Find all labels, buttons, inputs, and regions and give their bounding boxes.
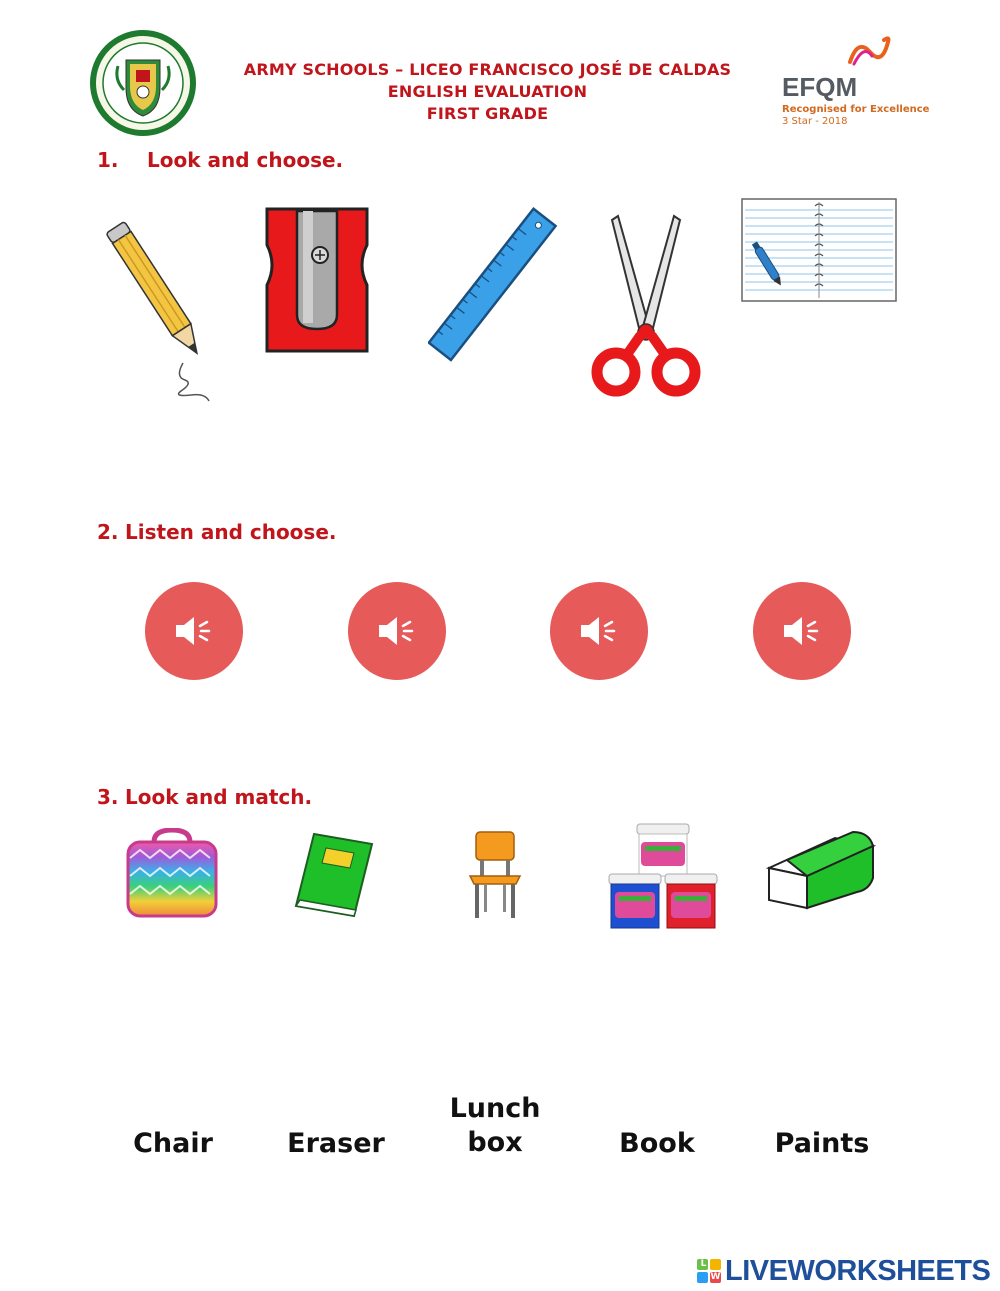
word-book[interactable]: Book bbox=[619, 1128, 695, 1159]
section3-label: Look and match. bbox=[125, 785, 313, 809]
scissors-icon bbox=[588, 212, 703, 397]
header-grade: FIRST GRADE bbox=[426, 104, 549, 123]
speaker-icon bbox=[782, 614, 822, 648]
header-school-name: ARMY SCHOOLS – LICEO FRANCISCO JOSÉ DE CALDAS bbox=[243, 60, 732, 79]
scissors-item[interactable] bbox=[588, 212, 703, 397]
section1-number: 1. bbox=[97, 148, 119, 172]
section1-title bbox=[97, 148, 343, 172]
word-lunch-box[interactable] bbox=[435, 1092, 555, 1160]
logo-letter-w: W bbox=[710, 1272, 721, 1282]
audio-button-2[interactable] bbox=[348, 582, 446, 680]
ruler-item[interactable] bbox=[428, 205, 558, 365]
word-eraser[interactable]: Eraser bbox=[287, 1128, 385, 1159]
section3-title bbox=[97, 785, 312, 809]
efqm-tagline: Recognised for Excellence bbox=[782, 104, 930, 115]
eraser-icon bbox=[765, 828, 877, 912]
speaker-icon bbox=[377, 614, 417, 648]
efqm-star: 3 Star - 2018 bbox=[782, 116, 848, 127]
speaker-icon bbox=[579, 614, 619, 648]
audio-button-3[interactable] bbox=[550, 582, 648, 680]
section2-label: Listen and choose. bbox=[125, 520, 337, 544]
section3-number: 3. bbox=[97, 785, 119, 809]
paints-icon bbox=[605, 822, 721, 932]
efqm-loop-icon bbox=[844, 34, 894, 70]
book-icon bbox=[292, 830, 376, 920]
chair-image[interactable] bbox=[466, 828, 524, 920]
ruler-icon bbox=[428, 205, 558, 365]
header-evaluation: ENGLISH EVALUATION bbox=[387, 82, 588, 101]
notebook-icon bbox=[741, 198, 897, 302]
book-image[interactable] bbox=[292, 830, 376, 920]
pencil-item[interactable] bbox=[95, 215, 220, 405]
sharpener-icon bbox=[263, 205, 371, 355]
logo-letter-l: L bbox=[700, 1259, 707, 1269]
word-lunch-box-line2: box bbox=[467, 1127, 523, 1158]
word-chair[interactable]: Chair bbox=[133, 1128, 213, 1159]
speaker-icon bbox=[174, 614, 214, 648]
word-paints[interactable]: Paints bbox=[774, 1128, 870, 1159]
section1-label: Look and choose. bbox=[147, 148, 344, 172]
section2-number: 2. bbox=[97, 520, 119, 544]
sharpener-item[interactable] bbox=[263, 205, 371, 355]
eraser-image[interactable] bbox=[765, 828, 877, 912]
lunch-box-icon bbox=[124, 828, 220, 920]
pencil-icon bbox=[95, 215, 220, 405]
notebook-item[interactable] bbox=[741, 198, 897, 302]
word-lunch-box-line1: Lunch bbox=[449, 1093, 541, 1124]
audio-button-1[interactable] bbox=[145, 582, 243, 680]
paints-image[interactable] bbox=[605, 822, 721, 932]
efqm-title: EFQM bbox=[782, 72, 858, 102]
liveworksheets-logo-icon bbox=[697, 1259, 723, 1285]
section2-title bbox=[97, 520, 336, 544]
efqm-logo bbox=[780, 34, 930, 130]
liveworksheets-brand: LIVEWORKSHEETS bbox=[725, 1255, 991, 1287]
chair-icon bbox=[466, 828, 524, 920]
lunch-box-image[interactable] bbox=[124, 828, 220, 920]
audio-button-4[interactable] bbox=[753, 582, 851, 680]
